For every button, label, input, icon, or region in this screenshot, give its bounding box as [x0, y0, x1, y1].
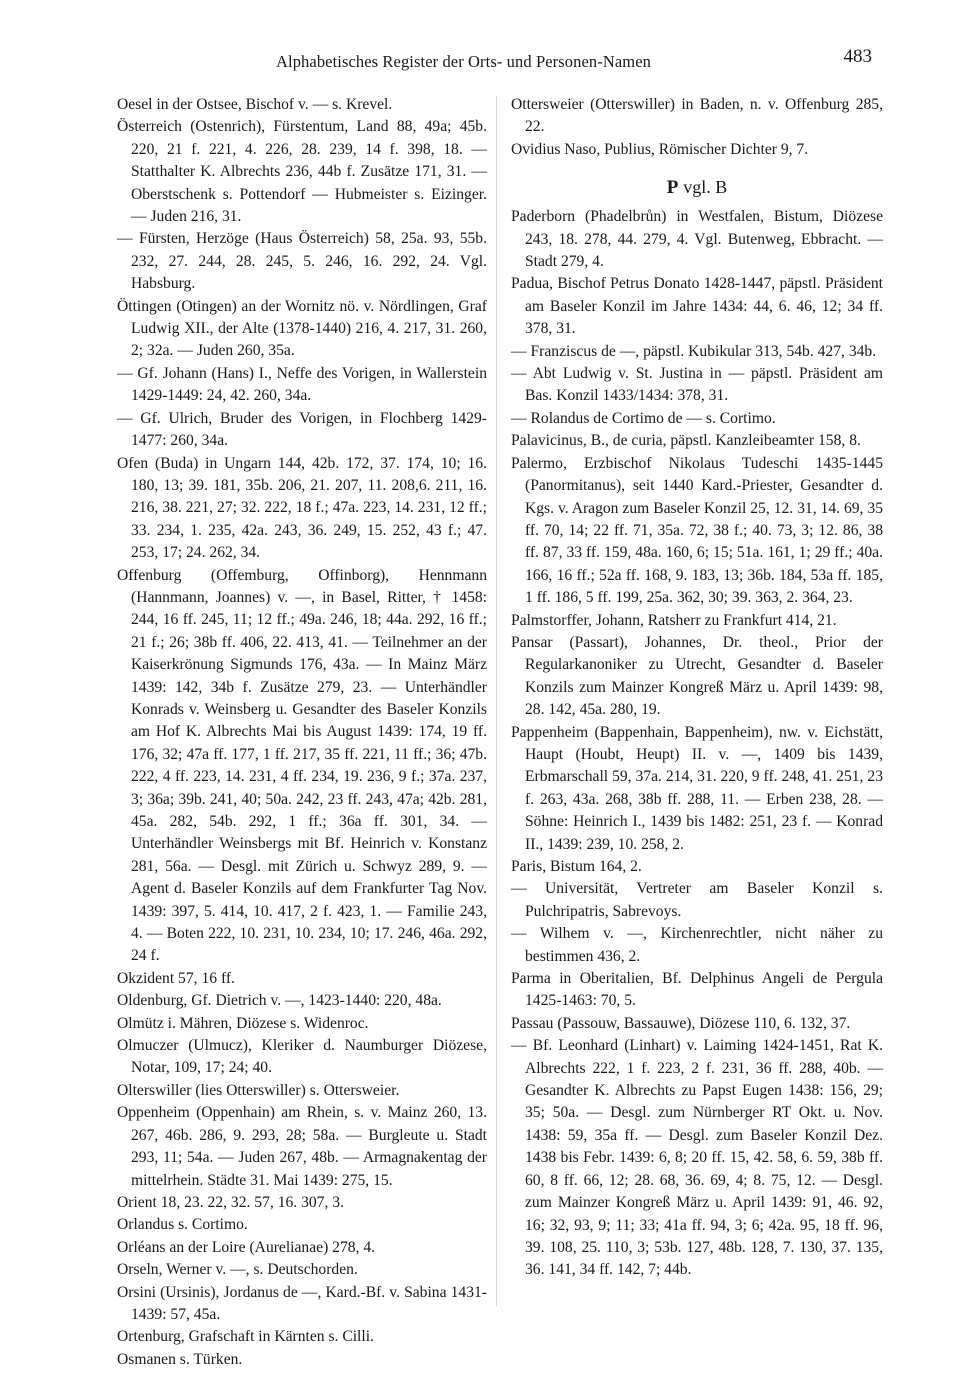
index-entry: Pansar (Passart), Johannes, Dr. theol., Prior der Regularkanoniker zu Utrecht, Gesandter d. Baseler Konzils zum Mainzer Kongreß März u. April 1439: 98, 28. 142, 45a. 280, 19. [511, 633, 883, 719]
index-entry: Palermo, Erzbischof Nikolaus Tudeschi 1435-1445 (Panormitanus), seit 1440 Kard.-Priester, Gesandter d. Kgs. v. Aragon zum Baseler Konzil 25, 12. 31, 14. 69, 35 ff. 70, 14; 22 ff. 71, 35a. 72, 38 f.; 40. 73, 3; 12. 86, 38 ff. 87, 33 ff. 159, 48a. 160, 6; 15; 51a. 161, 1; 29 ff.; 40a. 166, 16 ff.; 52a ff. 168, 9. 183, 13; 36b. 184, 53a ff. 185, 1 ff. 186, 5 ff. 199, 25a. 362, 30; 39. 363, 2. 364, 23. [511, 454, 883, 607]
index-entry: Palmstorffer, Johann, Ratsherr zu Frankfurt 414, 21. [511, 611, 837, 629]
left-column [117, 94, 487, 1371]
index-entry: — Gf. Ulrich, Bruder des Vorigen, in Flochberg 1429-1477: 260, 34a. [117, 409, 487, 450]
index-entry: — Rolandus de Cortimo de — s. Cortimo. [511, 409, 776, 427]
index-entry: Öttingen (Otingen) an der Wornitz nö. v. Nördlingen, Graf Ludwig XII., der Alte (1378-1440) 216, 4. 217, 31. 260, 2; 32a. — Juden 260, 35a. [117, 297, 487, 360]
index-entry: Oppenheim (Oppenhain) am Rhein, s. v. Mainz 260, 13. 267, 46b. 286, 9. 293, 28; 58a. — Burgleute u. Stadt 293, 11; 54a. — Juden 267, 48b. — Armagnakentag der mittelrhein. Städte 31. Mai 1439: 275, 15. [117, 1104, 487, 1189]
index-entry: — Universität, Vertreter am Baseler Konzil s. Pulchripatris, Sabrevoys. [511, 880, 883, 920]
index-entry: Ortenburg, Grafschaft in Kärnten s. Cilli. [117, 1328, 374, 1346]
index-entry: Olterswiller (lies Otterswiller) s. Ottersweier. [117, 1081, 400, 1099]
index-entry: Ovidius Naso, Publius, Römischer Dichter 9, 7. [511, 140, 809, 158]
index-entry: Orseln, Werner v. —, s. Deutschorden. [117, 1261, 358, 1279]
index-entry: — Wilhem v. —, Kirchenrechtler, nicht näher zu bestimmen 436, 2. [511, 925, 883, 965]
index-entry: — Fürsten, Herzöge (Haus Österreich) 58, 25a. 93, 55b. 232, 27. 244, 28. 245, 5. 246, 16. 292, 24. Vgl. Habsburg. [117, 230, 487, 293]
section-letter: P [666, 177, 679, 199]
index-entry: Orlandus s. Cortimo. [117, 1216, 248, 1234]
index-entry: — Franziscus de —, päpstl. Kubikular 313, 54b. 427, 34b. [511, 342, 877, 360]
index-entry: Österreich (Ostenrich), Fürstentum, Land 88, 49a; 45b. 220, 21 f. 221, 4. 226, 28. 239, 14 f. 398, 18. — Statthalter K. Albrechts 236, 44b f. Zusätze 171, 31. — Oberstschenk s. Pottendorf — Hubmeister s. Eizinger. — Juden 216, 31. [117, 118, 487, 226]
index-entry: Passau (Passouw, Bassauwe), Diözese 110, 6. 132, 37. [511, 1014, 851, 1032]
index-entry: Palavicinus, B., de curia, päpstl. Kanzleibeamter 158, 8. [511, 432, 861, 450]
section-heading [511, 175, 883, 200]
index-entry: Padua, Bischof Petrus Donato 1428-1447, päpstl. Präsident am Baseler Konzil im Jahre 1434: 44, 6. 46, 12; 34 ff. 378, 31. [511, 275, 883, 338]
index-entry: — Gf. Johann (Hans) I., Neffe des Vorigen, in Wallerstein 1429-1449: 24, 42. 260, 34a. [117, 364, 487, 405]
index-entry: Olmuczer (Ulmucz), Kleriker d. Naumburger Diözese, Notar, 109, 17; 24; 40. [117, 1037, 487, 1077]
page-header [108, 46, 872, 74]
column-divider [496, 96, 497, 1306]
index-entry: Olmütz i. Mähren, Diözese s. Widenroc. [117, 1014, 369, 1032]
index-entry: Parma in Oberitalien, Bf. Delphinus Angeli de Pergula 1425-1463: 70, 5. [511, 970, 883, 1010]
index-entry: Okzident 57, 16 ff. [117, 969, 235, 987]
index-entry: Orsini (Ursinis), Jordanus de —, Kard.-Bf. v. Sabina 1431-1439: 57, 45a. [117, 1283, 487, 1323]
index-entry: Orient 18, 23. 22, 32. 57, 16. 307, 3. [117, 1193, 344, 1211]
index-entry: Ofen (Buda) in Ungarn 144, 42b. 172, 37. 174, 10; 16. 180, 13; 39. 181, 35b. 206, 21. 207, 11. 208,6. 211, 16. 216, 38. 221, 27; 32. 222, 18 f.; 47a. 223, 14. 231, 12 ff.; 33. 234, 1. 235, 42a. 243, 36. 249, 15. 252, 43 f.; 47. 253, 17; 24. 262, 34. [117, 454, 487, 562]
running-title: Alphabetisches Register der Orts- und Personen-Namen [276, 52, 651, 71]
index-entry: — Bf. Leonhard (Linhart) v. Laiming 1424-1451, Rat K. Albrechts 222, 1 f. 223, 2 f. 231, 36 ff. 288, 40b. — Gesandter K. Albrechts zu Papst Eugen 1438: 156, 29; 35; 50a. — Desgl. zum Nürnberger RT Okt. u. Nov. 1438: 59, 35a ff. — Desgl. zum Baseler Konzil Dez. 1438 bis Febr. 1439: 6, 8; 20 ff. 15, 42. 58, 6. 59, 38b ff. 60, 8 ff. 66, 12; 28. 68, 36. 69, 4; 8. 75, 12. — Desgl. zum Mainzer Kongreß März u. April 1439: 91, 46. 92, 16; 32, 93, 9; 11; 33; 41a ff. 94, 3; 6; 42a. 95, 18 ff. 96, 39. 108, 25. 110, 3; 53b. 127, 48b. 128, 7. 130, 37. 135, 36. 141, 34 ff. 142, 7; 44b. [511, 1037, 883, 1279]
index-entry: Paderborn (Phadelbrůn) in Westfalen, Bistum, Diözese 243, 18. 278, 44. 279, 4. Vgl. Butenweg, Ebbracht. — Stadt 279, 4. [511, 208, 883, 271]
index-entry: Orléans an der Loire (Aurelianae) 278, 4. [117, 1238, 376, 1256]
section-note: vgl. B [683, 177, 728, 198]
right-column [511, 94, 883, 1282]
index-entry: Oldenburg, Gf. Dietrich v. —, 1423-1440: 220, 48a. [117, 992, 442, 1010]
index-entry: — Abt Ludwig v. St. Justina in — päpstl. Präsident am Bas. Konzil 1433/1434: 378, 31. [511, 365, 883, 405]
page-number: 483 [843, 46, 872, 67]
index-entry: Offenburg (Offemburg, Offinborg), Hennmann (Hannmann, Joannes) v. —, in Basel, Ritter, † 1458: 244, 16 ff. 245, 11; 12 ff.; 49a. 246, 18; 44a. 292, 16 ff.; 21 f.; 26; 38b ff. 406, 22. 413, 41. — Teilnehmer an der Kaiserkrönung Sigmunds 176, 43a. — In Mainz März 1439: 142, 34b f. Zusätze 279, 23. — Unterhändler Konrads v. Weinsberg u. Gesandter des Baseler Konzils am Hof K. Albrechts Mai bis August 1439: 174, 19 ff. 176, 32; 47a ff. 177, 1 ff. 217, 35 ff. 221, 11 ff.; 36; 47b. 222, 4 ff. 223, 14. 231, 4 ff. 234, 19. 236, 9 f.; 37a. 237, 3; 36a; 39b. 241, 40; 50a. 242, 23 ff. 243, 47a; 42b. 281, 45a. 282, 54b. 292, 1 ff.; 36a ff. 301, 34. — Unterhändler Weinsbergs mit Bf. Heinrich v. Konstanz 281, 56a. — Desgl. mit Zürich u. Schwyz 289, 9. — Agent d. Baseler Konzils auf dem Frankfurter Tag Nov. 1439: 397, 5. 414, 10. 417, 2 f. 423, 1. — Familie 243, 4. — Boten 222, 10. 231, 10. 234, 10; 17. 246, 46a. 292, 24 f. [117, 566, 487, 965]
index-entry: Pappenheim (Bappenhain, Bappenheim), nw. v. Eichstätt, Haupt (Houbt, Heupt) II. v. —, 1409 bis 1439, Erbmarschall 59, 37a. 214, 31. 220, 9 ff. 248, 41. 251, 23 f. 263, 43a. 268, 38b ff. 288, 11. — Erben 238, 28. — Söhne: Heinrich I., 1439 bis 1482: 251, 23 f. — Konrad II., 1439: 239, 10. 258, 2. [511, 723, 883, 853]
index-entry: Ottersweier (Otterswiller) in Baden, n. v. Offenburg 285, 22. [511, 96, 883, 136]
index-entry: Paris, Bistum 164, 2. [511, 858, 642, 875]
index-entry: Oesel in der Ostsee, Bischof v. — s. Krevel. [117, 96, 393, 113]
index-entry: Osmanen s. Türken. [117, 1350, 243, 1368]
